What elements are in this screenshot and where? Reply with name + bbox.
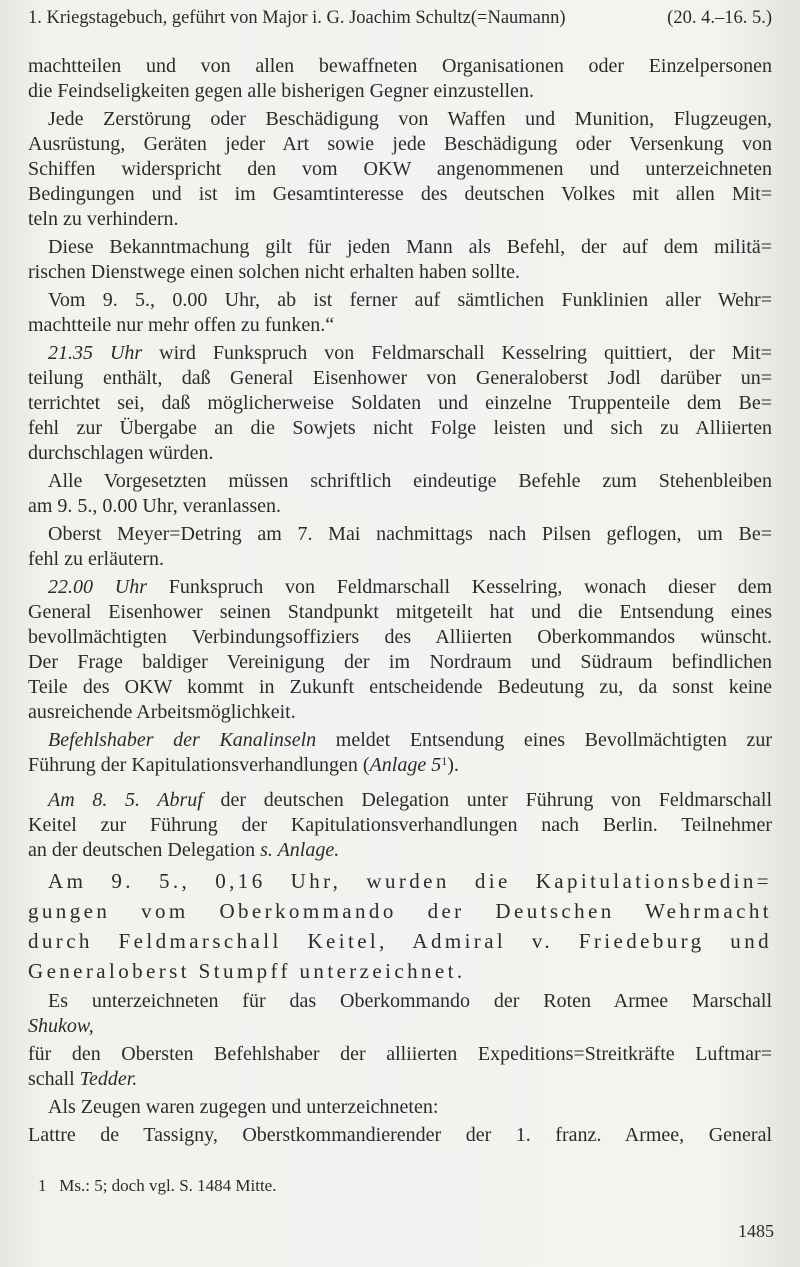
text-line — [28, 79, 772, 104]
text-line — [28, 182, 772, 207]
text-segment: schall — [28, 1068, 80, 1090]
text-segment: Teile des OKW kommt in Zukunft entscheidende Bedeutung zu, da sonst keine — [28, 676, 772, 698]
text-line — [28, 1123, 772, 1148]
text-line — [28, 441, 772, 466]
text-line — [28, 391, 772, 416]
paragraph — [28, 788, 772, 863]
text-line — [28, 600, 772, 625]
text-line — [28, 1014, 772, 1039]
text-segment: Diese Bekanntmachung gilt für jeden Mann als Befehl, der auf dem militä= — [48, 236, 772, 258]
text-line — [28, 625, 772, 650]
text-line — [28, 288, 772, 313]
paragraph — [28, 469, 772, 519]
header-date-range: (20. 4.–16. 5.) — [667, 8, 772, 28]
text-line — [28, 313, 772, 338]
paragraph — [28, 522, 772, 572]
paragraph — [28, 866, 772, 986]
text-segment: Ausrüstung, Geräten jeder Art sowie jede Beschädigung oder Versenkung von — [28, 133, 772, 155]
paragraph — [28, 1042, 772, 1092]
text-line — [28, 813, 772, 838]
text-line — [28, 1042, 772, 1067]
text-segment: gungen vom Oberkommando der Deutschen Wehrmacht — [28, 899, 772, 923]
text-line — [28, 132, 772, 157]
footnote-marker: 1 — [38, 1176, 47, 1195]
text-segment: Bedingungen und ist im Gesamtinteresse des deutschen Volkes mit allen Mit= — [28, 183, 772, 205]
text-segment: teln zu verhindern. — [28, 208, 179, 230]
text-segment: bevollmächtigten Verbindungsoffiziers des Alliierten Oberkommandos wünscht. — [28, 626, 772, 648]
text-segment: wird Funkspruch von Feldmarschall Kesselring quittiert, der Mit= — [142, 342, 772, 364]
text-segment: ausreichende Arbeitsmöglichkeit. — [28, 701, 296, 723]
text-segment: Jede Zerstörung oder Beschädigung von Waffen und Munition, Flugzeugen, — [48, 108, 772, 130]
text-line — [28, 366, 772, 391]
text-segment: durchschlagen würden. — [28, 442, 214, 464]
text-segment: Führung der Kapitulationsverhandlungen ( — [28, 754, 370, 776]
paragraph — [28, 107, 772, 232]
text-line — [28, 700, 772, 725]
italic-text: Shukow, — [28, 1015, 94, 1037]
text-line — [28, 1067, 772, 1092]
footnote-text: Ms.: 5; doch vgl. S. 1484 Mitte. — [59, 1176, 277, 1195]
text-segment: meldet Entsendung eines Bevollmächtigten zur — [316, 729, 772, 751]
text-segment: teilung enthält, daß General Eisenhower von Generaloberst Jodl darüber un= — [28, 367, 772, 389]
text-segment: Schiffen widerspricht den vom OKW angenommenen und unterzeichneten — [28, 158, 772, 180]
text-segment: Der Frage baldiger Vereinigung der im Nordraum und Südraum befindlichen — [28, 651, 772, 673]
footnote — [38, 1176, 276, 1196]
text-line — [28, 416, 772, 441]
paragraph — [28, 1095, 772, 1120]
text-segment: Oberst Meyer=Detring am 7. Mai nachmittags nach Pilsen geflogen, um Be= — [48, 523, 772, 545]
text-segment: die Feindseligkeiten gegen alle bisherigen Gegner einzustellen. — [28, 80, 534, 102]
text-segment: Lattre de Tassigny, Oberstkommandierender der 1. franz. Armee, General — [28, 1124, 772, 1146]
text-segment: durch Feldmarschall Keitel, Admiral v. Friedeburg und — [28, 929, 772, 953]
footnote-reference: 1 — [441, 754, 448, 768]
text-line — [28, 494, 772, 519]
text-line — [28, 728, 772, 753]
text-segment: Es unterzeichneten für das Oberkommando der Roten Armee Marschall — [48, 990, 772, 1012]
text-line — [28, 753, 772, 778]
page-number: 1485 — [738, 1221, 774, 1241]
text-segment: General Eisenhower seinen Standpunkt mitgeteilt hat und die Entsendung eines — [28, 601, 772, 623]
text-line — [28, 469, 772, 494]
paragraph — [28, 728, 772, 778]
text-line — [28, 866, 772, 896]
text-line — [28, 896, 772, 926]
text-segment: Generaloberst Stumpff unterzeichnet. — [28, 959, 466, 983]
text-segment: Funkspruch von Feldmarschall Kesselring, wonach dieser dem — [147, 576, 772, 598]
paragraph — [28, 341, 772, 466]
text-line — [28, 547, 772, 572]
text-segment: am 9. 5., 0.00 Uhr, veranlassen. — [28, 495, 282, 517]
text-segment: der deutschen Delegation unter Führung von Feldmarschall — [202, 789, 772, 811]
text-segment: machtteilen und von allen bewaffneten Organisationen oder Einzelpersonen — [28, 55, 772, 77]
paragraph — [28, 54, 772, 104]
text-segment: Alle Vorgesetzten müssen schriftlich eindeutige Befehle zum Stehenbleiben — [48, 470, 772, 492]
text-segment: terrichtet sei, daß möglicherweise Soldaten und einzelne Truppenteile dem Be= — [28, 392, 772, 414]
text-segment: fehl zur Übergabe an die Sowjets nicht Folge leisten und sich zu Alliierten — [28, 417, 772, 439]
text-line — [28, 107, 772, 132]
text-line — [28, 788, 772, 813]
header-title: 1. Kriegstagebuch, geführt von Major i. G. Joachim Schultz(=Naumann) — [28, 8, 566, 28]
text-line — [28, 838, 772, 863]
text-line — [28, 260, 772, 285]
paragraph — [28, 989, 772, 1039]
text-line — [28, 157, 772, 182]
text-line — [28, 207, 772, 232]
italic-text: Befehlshaber der Kanalinseln — [48, 729, 317, 751]
italic-text: Anlage 5 — [369, 754, 442, 776]
italic-text: 22.00 Uhr — [48, 576, 147, 598]
body-text — [28, 54, 772, 1151]
text-segment: Keitel zur Führung der Kapitulationsverhandlungen nach Berlin. Teilnehmer — [28, 814, 772, 836]
italic-text: Tedder. — [79, 1068, 138, 1090]
text-line — [28, 926, 772, 956]
running-header — [28, 8, 772, 29]
text-line — [28, 650, 772, 675]
text-line — [28, 235, 772, 260]
text-line — [28, 54, 772, 79]
text-line — [28, 956, 772, 986]
italic-text: 21.35 Uhr — [48, 342, 143, 364]
italic-text: s. Anlage. — [260, 839, 340, 861]
text-segment: für den Obersten Befehlshaber der alliierten Expeditions=Streitkräfte Luftmar= — [28, 1043, 772, 1065]
text-segment: Als Zeugen waren zugegen und unterzeichneten: — [48, 1096, 439, 1118]
text-line — [28, 1095, 772, 1120]
paragraph — [28, 235, 772, 285]
text-line — [28, 341, 772, 366]
italic-text: Am 8. 5. Abruf — [48, 789, 203, 811]
text-segment: an der deutschen Delegation — [28, 839, 261, 861]
text-segment: Vom 9. 5., 0.00 Uhr, ab ist ferner auf sämtlichen Funklinien aller Wehr= — [48, 289, 772, 311]
paragraph — [28, 1123, 772, 1148]
text-segment: rischen Dienstwege einen solchen nicht erhalten haben sollte. — [28, 261, 521, 283]
text-line — [28, 522, 772, 547]
text-line — [28, 575, 772, 600]
paragraph — [28, 575, 772, 725]
text-segment: Am 9. 5., 0,16 Uhr, wurden die Kapitulationsbedin= — [48, 869, 772, 893]
text-segment: ). — [447, 754, 459, 776]
paragraph — [28, 288, 772, 338]
text-line — [28, 675, 772, 700]
text-segment: machtteile nur mehr offen zu funken.“ — [28, 314, 335, 336]
text-segment: fehl zu erläutern. — [28, 548, 165, 570]
text-line — [28, 989, 772, 1014]
